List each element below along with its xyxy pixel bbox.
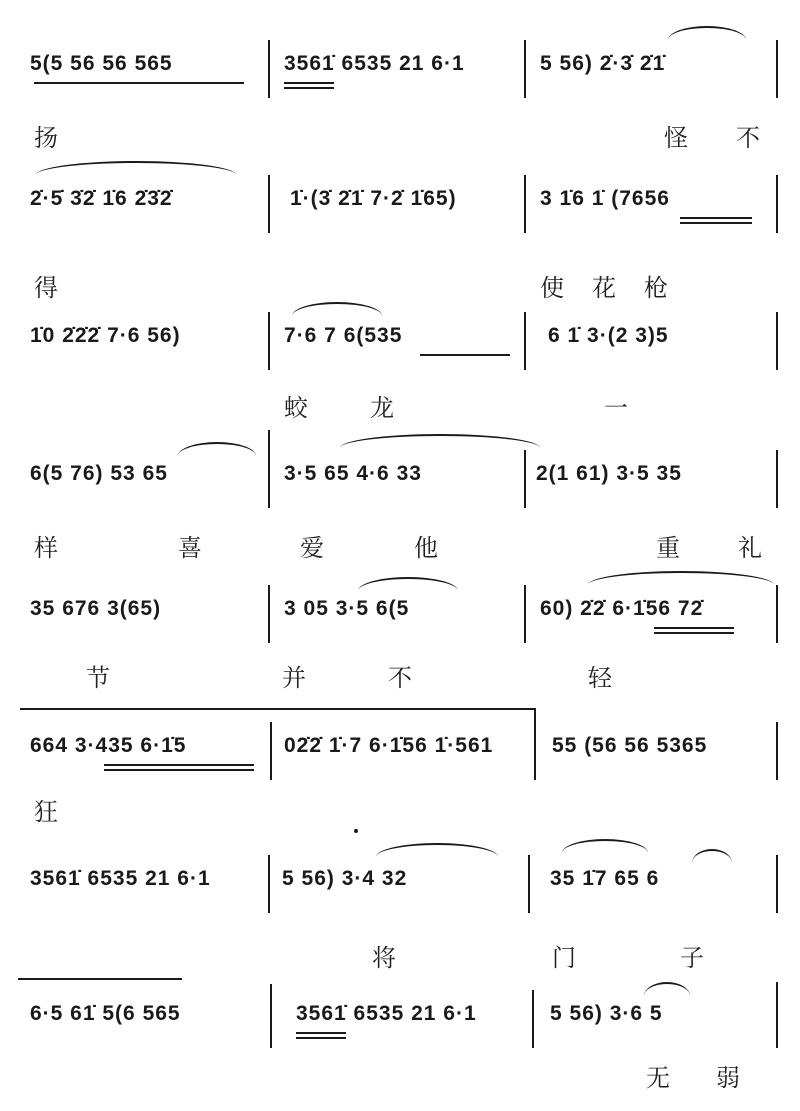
barline <box>776 855 778 913</box>
notation-text: 35 676 3(65) <box>30 597 162 620</box>
beam-underline <box>420 354 510 356</box>
notation-text: 3 1̇6 1̇ (7656 <box>540 187 670 210</box>
barline <box>268 312 270 370</box>
measure <box>552 722 777 782</box>
barline <box>268 40 270 98</box>
barline <box>524 175 526 233</box>
notation-text: 1̇·(3̇ 2̇1̇ 7·2̇ 1̇65) <box>290 187 457 210</box>
notation-text: 35 1̇7 65 6 <box>550 867 660 890</box>
lyric-char: 门 <box>552 944 576 972</box>
barline <box>524 585 526 643</box>
lyrics-line-1 <box>0 118 800 158</box>
augmentation-dot <box>354 829 358 833</box>
beam-underline <box>654 632 734 634</box>
notation-text: 55 (56 56 5365 <box>552 734 708 757</box>
measure <box>284 722 524 782</box>
barline <box>534 708 536 780</box>
beam-underline <box>296 1032 346 1034</box>
beam-underline <box>680 217 752 219</box>
measure <box>536 450 776 510</box>
lyrics-line-5 <box>0 658 800 698</box>
lyric-char: 狂 <box>34 798 58 826</box>
notation-text: 2(1 61) 3·5 35 <box>536 462 682 485</box>
barline <box>524 40 526 98</box>
measure <box>30 312 265 372</box>
barline <box>270 722 272 780</box>
score-system-5 <box>0 585 800 645</box>
notation-text: 5 56) 3·6 5 <box>550 1002 663 1025</box>
measure <box>30 450 265 510</box>
notation-text: 664 3·435 6·1̇5 <box>30 734 187 757</box>
lyric-char: 不 <box>388 664 412 692</box>
barline <box>268 585 270 643</box>
barline <box>776 982 778 1048</box>
lyrics-line-4 <box>0 528 800 568</box>
measure <box>296 990 526 1050</box>
beam-underline <box>296 1037 346 1039</box>
measure <box>30 722 265 782</box>
lyric-char: 他 <box>414 534 438 562</box>
measure <box>30 175 265 235</box>
score-system-3 <box>0 312 800 372</box>
lyric-char: 弱 <box>716 1064 740 1092</box>
measure <box>284 312 519 372</box>
measure <box>540 585 780 645</box>
measure <box>284 585 519 645</box>
measure <box>540 40 780 100</box>
lyric-char: 子 <box>680 944 704 972</box>
notation-text: 6 1̇ 3·(2 3)5 <box>548 324 669 347</box>
lyric-char: 得 <box>34 274 58 302</box>
barline <box>776 40 778 98</box>
measure <box>550 990 778 1050</box>
notation-text: 60) 2̇2̇ 6·1̇56 72̇ <box>540 597 704 620</box>
slur <box>358 577 458 591</box>
lyric-char: 使 <box>540 274 564 302</box>
barline <box>528 855 530 913</box>
measure <box>30 585 265 645</box>
beam-underline <box>104 769 254 771</box>
beam-underline <box>34 82 244 84</box>
barline <box>268 855 270 913</box>
barline <box>524 450 526 508</box>
measure <box>30 855 265 915</box>
lyric-char: 扬 <box>34 124 58 152</box>
notation-text: 6·5 61̇ 5(6 565 <box>30 1002 181 1025</box>
lyric-char: 爱 <box>300 534 324 562</box>
lyric-char: 花 <box>592 274 616 302</box>
score-system-2 <box>0 175 800 235</box>
measure <box>548 312 778 372</box>
notation-text: 1̇0 2̇2̇2̇ 7·6 56) <box>30 324 181 347</box>
notation-text: 3561̇ 6535 21 6·1 <box>296 1002 477 1025</box>
slur <box>668 26 746 40</box>
notation-text: 5(5 56 56 565 <box>30 52 173 75</box>
lyric-char: 礼 <box>738 534 762 562</box>
score-system-1 <box>0 40 800 100</box>
lyric-char: 怪 <box>664 124 688 152</box>
notation-text: 5 56) 3·4 32 <box>282 867 408 890</box>
beam-underline <box>284 87 334 89</box>
lyric-char: 蛟 <box>284 394 308 422</box>
beam-underline <box>284 82 334 84</box>
slur <box>692 849 732 863</box>
barline <box>532 990 534 1048</box>
slur <box>18 978 182 980</box>
score-system-8 <box>0 990 800 1050</box>
notation-text: 5 56) 2̇·3̇ 2̇1̇ <box>540 52 666 75</box>
lyric-char: 将 <box>372 944 396 972</box>
measure <box>284 40 519 100</box>
lyric-char: 枪 <box>644 274 668 302</box>
measure <box>282 855 522 915</box>
score-system-4 <box>0 450 800 510</box>
measure <box>30 40 265 100</box>
notation-text: 2̇·5̇ 3̇2̇ 1̇6 2̇3̇2̇ <box>30 187 173 210</box>
slur <box>588 571 774 585</box>
barline <box>268 175 270 233</box>
lyrics-line-6 <box>0 792 800 832</box>
barline <box>270 984 272 1048</box>
measure <box>290 175 520 235</box>
notation-text: 6(5 76) 53 65 <box>30 462 168 485</box>
lyric-char: 并 <box>282 664 306 692</box>
lyric-char: 龙 <box>370 394 394 422</box>
slur <box>178 442 256 456</box>
lyrics-line-3 <box>0 388 800 428</box>
barline <box>776 722 778 780</box>
lyrics-line-2 <box>0 268 800 308</box>
measure <box>30 990 265 1050</box>
beam-underline <box>680 222 752 224</box>
barline <box>776 312 778 370</box>
notation-text: 7·6 7 6(535 <box>284 324 403 347</box>
lyric-char: 一 <box>604 394 628 422</box>
barline <box>776 450 778 508</box>
lyric-char: 喜 <box>178 534 202 562</box>
measure <box>550 855 778 915</box>
slur <box>20 708 536 710</box>
measure <box>284 450 519 510</box>
notation-text: 3561̇ 6535 21 6·1 <box>30 867 211 890</box>
notation-text: 3 05 3·5 6(5 <box>284 597 410 620</box>
slur <box>562 839 648 853</box>
notation-text: 3·5 65 4·6 33 <box>284 462 422 485</box>
lyric-char: 不 <box>736 124 760 152</box>
barline <box>776 585 778 643</box>
notation-text: 02̇2̇ 1̇·7 6·1̇56 1̇·561 <box>284 734 494 757</box>
lyric-char: 样 <box>34 534 58 562</box>
slur <box>644 982 690 996</box>
barline <box>776 175 778 233</box>
score-system-6 <box>0 722 800 782</box>
barline <box>268 430 270 508</box>
lyric-char: 节 <box>86 664 110 692</box>
slur <box>340 434 540 448</box>
beam-underline <box>104 764 254 766</box>
slur <box>36 161 236 175</box>
slur <box>376 843 498 857</box>
lyric-char: 轻 <box>588 664 612 692</box>
lyric-char: 重 <box>656 534 680 562</box>
barline <box>524 312 526 370</box>
notation-text: 3561̇ 6535 21 6·1 <box>284 52 465 75</box>
beam-underline <box>654 627 734 629</box>
lyrics-line-7 <box>0 938 800 978</box>
measure <box>540 175 780 235</box>
score-system-7 <box>0 855 800 915</box>
lyrics-line-8 <box>0 1058 800 1098</box>
lyric-char: 无 <box>646 1064 670 1092</box>
